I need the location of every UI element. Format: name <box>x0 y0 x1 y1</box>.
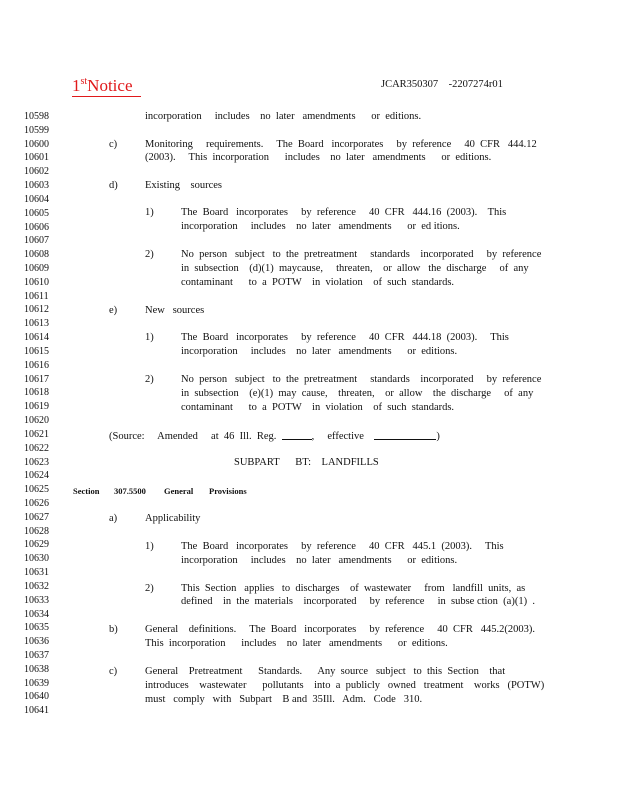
line-number: 10602 <box>24 166 49 178</box>
line-number: 10623 <box>24 456 49 468</box>
text-10600: Monitoring requirements. The Board incorporates by reference 40 CFR 444.12 <box>145 139 537 150</box>
line-number: 10633 <box>24 594 49 606</box>
line-number: 10598 <box>24 111 49 122</box>
text-10630: incorporation includes no later amendments or editions. <box>181 555 458 566</box>
text-10619: contaminant to a POTW in violation of such standards. <box>181 402 455 413</box>
source-note <box>109 429 440 443</box>
item-label-c2: c) <box>109 666 118 677</box>
text-10635: General definitions. The Board incorporates by reference 40 CFR 445.2(2003). <box>145 624 535 635</box>
section-title-provisions: Provisions <box>209 486 247 496</box>
item-label-a1: 1) <box>145 541 154 552</box>
text-10638: General Pretreatment Standards. Any source subject to this Section that <box>145 666 506 677</box>
text-10632: This Section applies to discharges of wastewater from landfill units, as <box>181 583 526 594</box>
notice-sup: st <box>80 76 88 87</box>
line-number: 10640 <box>24 691 49 703</box>
line-number: 10599 <box>24 124 49 136</box>
line-number: 10641 <box>24 705 49 717</box>
section-label: Section <box>73 486 100 496</box>
item-label-c: c) <box>109 139 118 150</box>
text-10608: No person subject to the pretreatment standards incorporated by reference <box>181 249 542 260</box>
source-note-start: (Source: Amended at 46 Ill. Reg. <box>109 431 277 442</box>
line-number: 10634 <box>24 608 49 620</box>
text-10609: in subsection (d)(1) maycause, threaten, or allow the discharge of any <box>181 263 529 274</box>
item-label-e: e) <box>109 305 118 316</box>
text-10606: incorporation includes no later amendments or ed itions. <box>181 221 460 232</box>
line-number: 10639 <box>24 677 49 689</box>
effective-date-blank <box>374 429 436 440</box>
line-number: 10618 <box>24 387 49 399</box>
line-number: 10600 <box>24 138 49 150</box>
line-number: 10620 <box>24 415 49 427</box>
line-number: 10629 <box>24 539 49 551</box>
source-note-mid: , effective <box>311 431 364 442</box>
text-10603: Existing sources <box>145 180 222 191</box>
text-10614: The Board incorporates by reference 40 CFR 444.18 (2003). This <box>181 332 509 343</box>
subpart-heading: SUBPART BT: LANDFILLS <box>234 457 379 468</box>
text-10636: This incorporation includes no later amendments or editions. <box>145 638 448 649</box>
line-number: 10603 <box>24 180 49 192</box>
item-label-e1: 1) <box>145 332 154 343</box>
text-10617: No person subject to the pretreatment standards incorporated by reference <box>181 374 542 385</box>
text-10618: in subsection (e)(1) may cause, threaten, or allow the discharge of any <box>181 388 534 399</box>
line-number: 10617 <box>24 373 49 385</box>
line-number: 10627 <box>24 511 49 523</box>
line-number: 10611 <box>24 290 49 302</box>
line-number: 10616 <box>24 359 49 371</box>
line-number: 10638 <box>24 663 49 675</box>
text-10629: The Board incorporates by reference 40 CFR 445.1 (2003). This <box>181 541 504 552</box>
line-number: 10630 <box>24 553 49 565</box>
notice-word: Notice <box>87 76 133 95</box>
document-id: JCAR350307 -2207274r01 <box>381 79 503 90</box>
item-label-e2: 2) <box>145 374 154 385</box>
notice-prefix: 1 <box>72 76 81 95</box>
section-title-general: General <box>164 486 194 496</box>
text-10640: must comply with Subpart B and 35Ill. Adm. Code 310. <box>145 694 423 705</box>
line-number: 10622 <box>24 442 49 454</box>
text-10627: Applicability <box>145 513 201 524</box>
line-number: 10604 <box>24 193 49 205</box>
text-10610: contaminant to a POTW in violation of such standards. <box>181 277 455 288</box>
text-10601: (2003). This incorporation includes no later amendments or editions. <box>145 152 492 163</box>
line-number: 10625 <box>24 484 49 496</box>
line-number: 10612 <box>24 304 49 316</box>
line-number: 10607 <box>24 235 49 247</box>
line-number: 10636 <box>24 636 49 648</box>
line-number: 10624 <box>24 470 49 482</box>
text-10639: introduces wastewater pollutants into a publicly owned treatment works (POTW) <box>145 680 545 691</box>
line-number: 10609 <box>24 263 49 275</box>
section-number: 307.5500 <box>114 486 146 496</box>
line-number: 10632 <box>24 580 49 592</box>
line-number: 10605 <box>24 207 49 219</box>
line-number: 10635 <box>24 622 49 634</box>
register-blank <box>282 429 312 440</box>
line-number: 10621 <box>24 428 49 440</box>
text-10615: incorporation includes no later amendments or editions. <box>181 346 458 357</box>
notice-heading <box>72 72 141 97</box>
line-number: 10614 <box>24 332 49 344</box>
line-number: 10637 <box>24 649 49 661</box>
line-number: 10613 <box>24 318 49 330</box>
line-number: 10626 <box>24 497 49 509</box>
item-label-a2: 2) <box>145 583 154 594</box>
line-number: 10601 <box>24 152 49 164</box>
item-label-d: d) <box>109 180 118 191</box>
text-10612: New sources <box>145 305 205 316</box>
line-number: 10628 <box>24 525 49 537</box>
text-10633: defined in the materials incorporated by reference in subse ction (a)(1) . <box>181 596 535 607</box>
line-number: 10608 <box>24 249 49 261</box>
line-number: 10615 <box>24 345 49 357</box>
text-10598: incorporation includes no later amendments or editions. <box>145 111 422 122</box>
line-number: 10619 <box>24 401 49 413</box>
line-number: 10606 <box>24 221 49 233</box>
item-label-d1: 1) <box>145 207 154 218</box>
line-number: 10610 <box>24 276 49 288</box>
text-10605: The Board incorporates by reference 40 CFR 444.16 (2003). This <box>181 207 507 218</box>
item-label-d2: 2) <box>145 249 154 260</box>
line-number: 10631 <box>24 567 49 579</box>
item-label-b: b) <box>109 624 118 635</box>
source-note-end: ) <box>436 431 440 442</box>
item-label-a: a) <box>109 513 118 524</box>
